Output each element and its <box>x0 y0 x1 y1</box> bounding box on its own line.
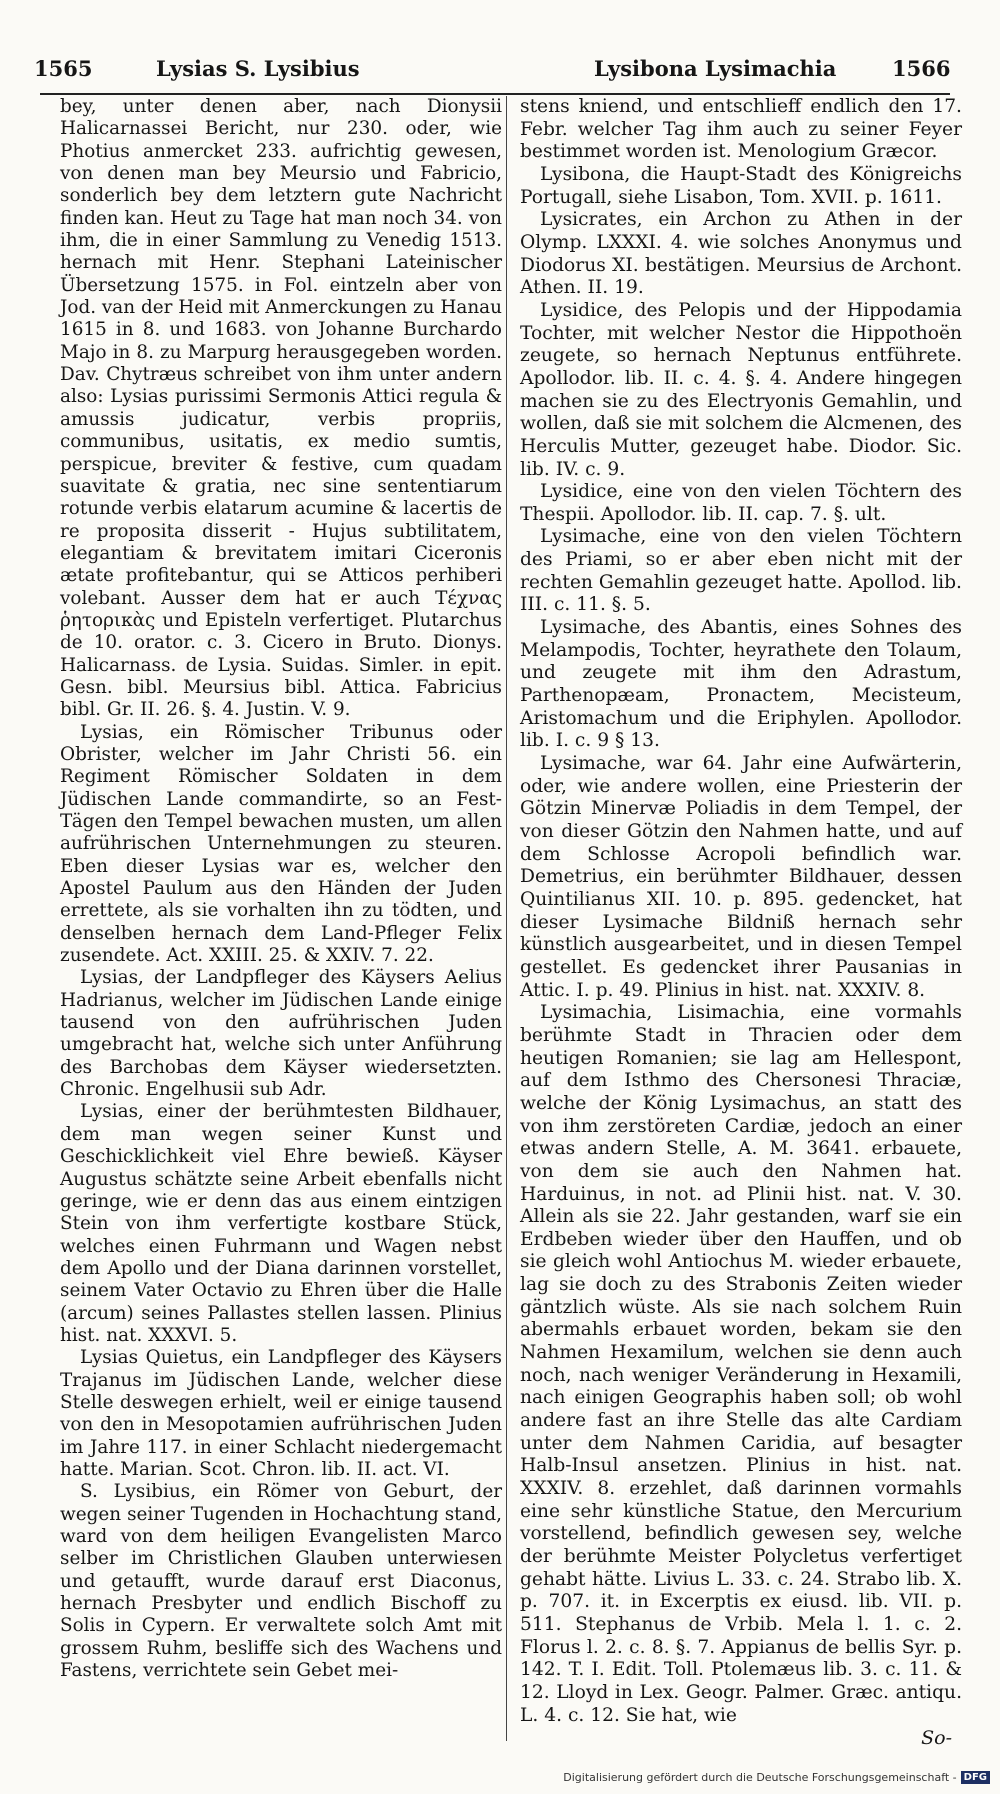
entry-lysias-quietus: Lysias Quietus, ein Landpfleger des Käysers Trajanus im Jüdischen Lande, welcher diese Stelle deswegen erhielt, weil er einige tausend von den in Mesopotamien aufrührischen Juden im Jahre 117. in einer Schlacht niedergemacht hatte. Marian. Scot. Chron. lib. II. act. VI. <box>60 1347 502 1480</box>
entry-lysibona: Lysibona, die Haupt-Stadt des Königreichs Portugall, siehe Lisabon, Tom. XVII. p. 1611. <box>520 163 962 208</box>
entry-lysimache-1: Lysimache, eine von den vielen Töchtern des Priami, so er aber eben nicht mit der rechten Gemahlin gezeuget hatte. Apollod. lib. III. c. 11. §. 5. <box>520 526 962 616</box>
dfg-logo: DFG <box>961 1771 990 1784</box>
header-rule <box>40 93 950 95</box>
entry-lysimache-3: Lysimache, war 64. Jahr eine Aufwärterin, oder, wie andere wollen, eine Priesterin der Götzin Minervæ Poliadis in dem Tempel, der von dieser Götzin den Nahmen hatte, und auf dem Schlosse Acropoli befindlich war. Demetrius, ein berühmter Bildhauer, dessen Quintilianus XII. 10. p. 895. gedencket, hat dieser Lysimache Bildniß hernach sehr künstlich ausgearbeitet, und in diesen Tempel gestellet. Es gedencket ihrer Pausanias in Attic. I. p. 49. Plinius in hist. nat. XXXIV. 8. <box>520 753 962 1001</box>
catchword: So- <box>921 1727 952 1749</box>
column-divider <box>506 96 507 1741</box>
entry-lysias-tribune: Lysias, ein Römischer Tribunus oder Obrister, welcher im Jahr Christi 56. ein Regiment Römischer Soldaten in dem Jüdischen Lande commandirte, so an Fest-Tägen den Tempel bewachen musten, um allen aufrührischen Unternehmungen zu steuren. Eben dieser Lysias war es, welcher den Apostel Paulum aus den Händen der Juden errettete, als sie vorhalten ihn zu tödten, und denselben hernach dem Land-Pfleger Felix zusendete. Act. XXIII. 25. & XXIV. 7. 22. <box>60 721 502 967</box>
left-page-number: 1565 <box>34 56 93 81</box>
entry-s-lysibius: S. Lysibius, ein Römer von Geburt, der wegen seiner Tugenden in Hochachtung stand, ward von dem heiligen Evangelisten Marco selber im Christlichen Glauben unterwiesen und getaufft, wurde darauf erst Diaconus, hernach Presbyter und endlich Bischoff zu Solis in Cypern. Er verwaltete solch Amt mit grossem Ruhm, besliffe sich des Wachens und Fastens, verrichtete sein Gebet mei- <box>60 1481 502 1682</box>
left-column <box>60 96 502 1682</box>
footer-text: Digitalisierung gefördert durch die Deutsche Forschungsgemeinschaft - <box>563 1771 957 1784</box>
left-running-title: Lysias S. Lysibius <box>156 56 360 81</box>
right-page-number: 1566 <box>892 56 951 81</box>
entry-lysimache-2: Lysimache, des Abantis, eines Sohnes des Melampodis, Tochter, heyrathete den Tolaum, und zeugete mit ihm den Adrastum, Parthenopæam, Pronactem, Mecisteum, Aristomachum und die Eriphylen. Apollodor. lib. I. c. 9 § 13. <box>520 617 962 752</box>
entry-lysidice-2: Lysidice, eine von den vielen Töchtern des Thespii. Apollodor. lib. II. cap. 7. §. ult. <box>520 481 962 525</box>
right-column <box>520 96 962 1727</box>
entry-lysibius-cont: stens kniend, und entschlieff endlich den 17. Febr. welcher Tag ihm auch zu seiner Feyer bestimmet worden ist. Menologium Græcor. <box>520 96 962 163</box>
entry-lysias-orator-cont: bey, unter denen aber, nach Dionysii Halicarnassei Bericht, nur 230. oder, wie Photius anmercket 233. aufrichtig gewesen, von denen man bey Meursio und Fabricio, sonderlich bey dem letztern gute Nachricht finden kan. Heut zu Tage hat man noch 34. von ihm, die in einer Sammlung zu Venedig 1513. hernach mit Henr. Stephani Lateinischer Übersetzung 1575. in Fol. eintzeln aber von Jod. van der Heid mit Anmerckungen zu Hanau 1615 in 8. und 1683. von Johanne Burchardo Majo in 8. zu Marpurg herausgegeben worden. Dav. Chytræus schreibet von ihm unter andern also: Lysias purissimi Sermonis Attici regula & amussis judicatur, verbis propriis, communibus, usitatis, ex medio sumtis, perspicue, breviter & festive, cum quadam suavitate & gratia, nec sine sententiarum rotunde verbis elatarum acumine & lacertis de re proposita disserit - Hujus subtilitatem, elegantiam & brevitatem imitari Ciceronis ætate profitebantur, qui se Atticos perhiberi volebant. Ausser dem hat er auch Τέχνας ῥητορικὰς und Episteln verfertiget. Plutarchus de 10. orator. c. 3. Cicero in Bruto. Dionys. Halicarnass. de Lysia. Suidas. Simler. in epit. Gesn. bibl. Meursius bibl. Attica. Fabricius bibl. Gr. II. 26. §. 4. Justin. V. 9. <box>60 96 502 721</box>
running-header <box>34 56 954 90</box>
right-running-title: Lysibona Lysimachia <box>594 56 837 81</box>
digitization-footer <box>563 1771 990 1784</box>
entry-lysidice-1: Lysidice, des Pelopis und der Hippodamia Tochter, mit welcher Nestor die Hippothoën zeugete, so hernach Neptunus entführete. Apollodor. lib. II. c. 4. §. 4. Andere hingegen machen sie zu des Electryonis Gemahlin, und wollen, daß sie mit solchem die Alcmenen, des Herculis Mutter, gezeuget habe. Diodor. Sic. lib. IV. c. 9. <box>520 299 962 480</box>
entry-lysimachia: Lysimachia, Lisimachia, eine vormahls berühmte Stadt in Thracien oder dem heutigen Romanien; sie lag am Hellespont, auf dem Isthmo des Chersonesi Thraciæ, welche der König Lysimachus, an statt des von ihm zerstöreten Cardiæ, jedoch an einer etwas andern Stelle, A. M. 3641. erbauete, von dem sie auch den Nahmen hat. Harduinus, in not. ad Plinii hist. nat. V. 30. Allein als sie 22. Jahr gestanden, warf sie ein Erdbeben wieder über den Hauffen, und ob sie gleich wohl Antiochus M. wieder erbauete, lag sie doch zu des Strabonis Zeiten wieder gäntzlich wüste. Als sie nach solchem Ruin abermahls erbauet worden, bekam sie den Nahmen Hexamilum, welchen sie denn auch noch, nach weniger Veränderung in Hexamili, nach einigen Geographis haben soll; ob wohl andere fast an ihre Stelle das alte Cardiam unter dem Nahmen Caridia, auf besagter Halb-Insul ansetzen. Plinius in hist. nat. XXXIV. 8. erzehlet, daß darinnen vormahls eine sehr künstliche Statue, den Mercurium vorstellend, befindlich gewesen sey, welche der berühmte Meister Polycletus verfertiget gehabt hätte. Livius L. 33. c. 24. Strabo lib. X. p. 707. it. in Excerptis ex eiusd. lib. VII. p. 511. Stephanus de Vrbib. Mela l. 1. c. 2. Florus l. 2. c. 8. §. 7. Appianus de bellis Syr. p. 142. T. I. Edit. Toll. Ptolemæus lib. 3. c. 11. & 12. Lloyd in Lex. Geogr. Palmer. Græc. antiqu. L. 4. c. 12. Sie hat, wie <box>520 1002 962 1726</box>
entry-lysias-procurator: Lysias, der Landpfleger des Käysers Aelius Hadrianus, welcher im Jüdischen Lande einige tausend von den aufrührischen Juden umgebracht hat, welche sich unter Anführung des Barchobas dem Käyser wiedersetzten. Chronic. Engelhusii sub Adr. <box>60 967 502 1101</box>
entry-lysias-sculptor: Lysias, einer der berühmtesten Bildhauer, dem man wegen seiner Kunst und Geschicklichkeit viel Ehre bewieß. Käyser Augustus schätzte seine Arbeit ebenfalls nicht geringe, wie er denn das aus einem eintzigen Stein von ihm verfertigte kostbare Stück, welches einen Fuhrmann und Wagen nebst dem Apollo und der Diana darinnen vorstellet, seinem Vater Octavio zu Ehren über die Halle (arcum) seines Pallastes stellen lassen. Plinius hist. nat. XXXVI. 5. <box>60 1101 502 1346</box>
entry-lysicrates: Lysicrates, ein Archon zu Athen in der Olymp. LXXXI. 4. wie solches Anonymus und Diodorus XI. bestätigen. Meursius de Archont. Athen. II. 19. <box>520 209 962 299</box>
